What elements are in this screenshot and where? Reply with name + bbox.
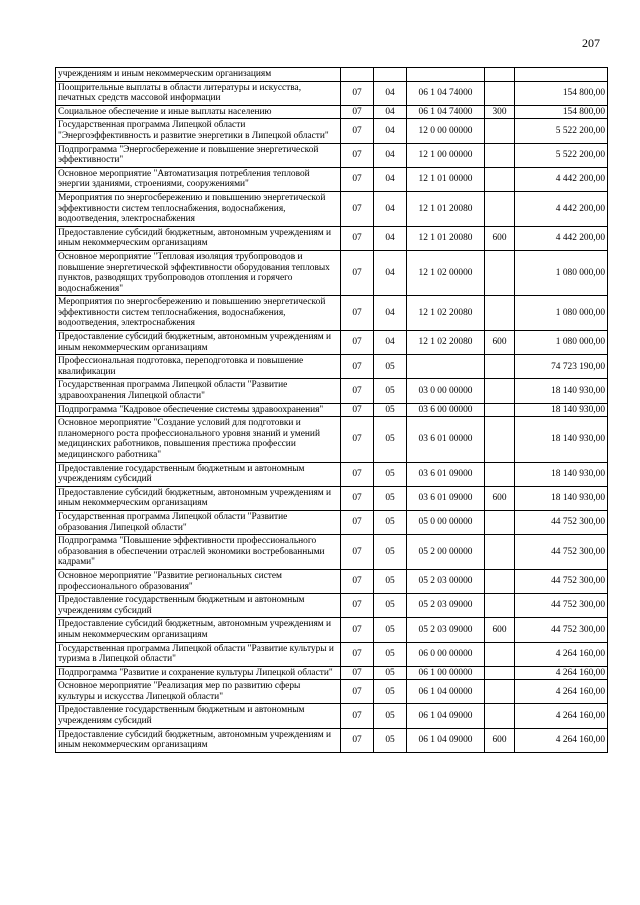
row-name-cell: Профессиональная подготовка, переподготовка и повышение квалификации (56, 355, 341, 379)
subsection-code-cell: 05 (374, 728, 407, 752)
table-row (56, 680, 608, 704)
amount-cell: 4 264 160,00 (515, 704, 608, 728)
amount-cell: 44 752 300,00 (515, 569, 608, 593)
subsection-code-cell: 04 (374, 191, 407, 226)
table-row (56, 355, 608, 379)
expense-type-cell: 600 (485, 728, 515, 752)
expense-type-cell (485, 510, 515, 534)
amount-cell: 74 723 190,00 (515, 355, 608, 379)
row-name-cell: Основное мероприятие "Тепловая изоляция трубопроводов и повышение энергетической эффективности оборудования тепловых пунктов, разводящих трубопроводов отопления и горячего водоснабжения" (56, 250, 341, 295)
section-code-cell: 07 (341, 728, 374, 752)
table-row (56, 417, 608, 462)
section-code-cell: 07 (341, 105, 374, 119)
amount-cell: 4 264 160,00 (515, 642, 608, 666)
target-article-cell: 05 2 03 09000 (407, 618, 485, 642)
subsection-code-cell: 05 (374, 486, 407, 510)
row-name-cell: Предоставление субсидий бюджетным, автономным учреждениям и иным некоммерческим организациям (56, 226, 341, 250)
table-row (56, 296, 608, 331)
subsection-code-cell: 05 (374, 355, 407, 379)
table-row (56, 704, 608, 728)
row-name-cell: Основное мероприятие "Создание условий для подготовки и планомерного роста профессионального уровня знаний и умений медицинских работников, повышения престижа профессии медицинского работника" (56, 417, 341, 462)
subsection-code-cell: 05 (374, 403, 407, 417)
table-row (56, 81, 608, 105)
target-article-cell: 12 1 02 20080 (407, 296, 485, 331)
target-article-cell: 12 1 00 00000 (407, 143, 485, 167)
subsection-code-cell (374, 68, 407, 82)
table-row (56, 569, 608, 593)
section-code-cell: 07 (341, 535, 374, 570)
table-row (56, 535, 608, 570)
section-code-cell: 07 (341, 569, 374, 593)
table-row (56, 666, 608, 680)
row-name-cell: Государственная программа Липецкой области "Развитие культуры и туризма в Липецкой области" (56, 642, 341, 666)
amount-cell: 44 752 300,00 (515, 510, 608, 534)
expense-type-cell: 300 (485, 105, 515, 119)
row-name-cell: Государственная программа Липецкой области "Развитие здравоохранения Липецкой области" (56, 379, 341, 403)
target-article-cell: 06 1 04 09000 (407, 728, 485, 752)
section-code-cell: 07 (341, 226, 374, 250)
expense-type-cell (485, 535, 515, 570)
amount-cell: 18 140 930,00 (515, 417, 608, 462)
target-article-cell: 03 6 01 00000 (407, 417, 485, 462)
expense-type-cell (485, 296, 515, 331)
subsection-code-cell: 05 (374, 535, 407, 570)
row-name-cell: учреждениям и иным некоммерческим организациям (56, 68, 341, 82)
table-row (56, 191, 608, 226)
table-row (56, 594, 608, 618)
row-name-cell: Основное мероприятие "Развитие региональных систем профессионального образования" (56, 569, 341, 593)
section-code-cell: 07 (341, 119, 374, 143)
section-code-cell: 07 (341, 143, 374, 167)
subsection-code-cell: 05 (374, 618, 407, 642)
section-code-cell: 07 (341, 594, 374, 618)
subsection-code-cell: 05 (374, 680, 407, 704)
section-code-cell: 07 (341, 704, 374, 728)
row-name-cell: Предоставление государственным бюджетным и автономным учреждениям субсидий (56, 594, 341, 618)
subsection-code-cell: 05 (374, 462, 407, 486)
amount-cell: 4 264 160,00 (515, 680, 608, 704)
target-article-cell: 05 2 03 09000 (407, 594, 485, 618)
expense-type-cell (485, 594, 515, 618)
row-name-cell: Предоставление субсидий бюджетным, автономным учреждениям и иным некоммерческим организациям (56, 618, 341, 642)
subsection-code-cell: 05 (374, 666, 407, 680)
section-code-cell: 07 (341, 250, 374, 295)
amount-cell: 18 140 930,00 (515, 379, 608, 403)
section-code-cell: 07 (341, 191, 374, 226)
subsection-code-cell: 04 (374, 250, 407, 295)
table-row (56, 143, 608, 167)
expense-type-cell (485, 119, 515, 143)
page-number: 207 (582, 36, 600, 50)
target-article-cell (407, 355, 485, 379)
row-name-cell: Мероприятия по энергосбережению и повышению энергетической эффективности систем теплоснабжения, водоснабжения, водоотведения, электроснабжения (56, 191, 341, 226)
target-article-cell: 06 0 00 00000 (407, 642, 485, 666)
target-article-cell: 12 0 00 00000 (407, 119, 485, 143)
subsection-code-cell: 05 (374, 594, 407, 618)
row-name-cell: Предоставление государственным бюджетным и автономным учреждениям субсидий (56, 704, 341, 728)
section-code-cell: 07 (341, 417, 374, 462)
row-name-cell: Государственная программа Липецкой области "Развитие образования Липецкой области" (56, 510, 341, 534)
row-name-cell: Социальное обеспечение и иные выплаты населению (56, 105, 341, 119)
amount-cell: 5 522 200,00 (515, 119, 608, 143)
target-article-cell: 06 1 00 00000 (407, 666, 485, 680)
subsection-code-cell: 05 (374, 642, 407, 666)
amount-cell: 154 800,00 (515, 105, 608, 119)
row-name-cell: Основное мероприятие "Автоматизация потребления тепловой энергии зданиями, строениями, сооружениями" (56, 167, 341, 191)
amount-cell (515, 68, 608, 82)
row-name-cell: Предоставление государственным бюджетным и автономным учреждениям субсидий (56, 462, 341, 486)
amount-cell: 5 522 200,00 (515, 143, 608, 167)
amount-cell: 154 800,00 (515, 81, 608, 105)
amount-cell: 4 442 200,00 (515, 167, 608, 191)
expense-type-cell (485, 680, 515, 704)
row-name-cell: Предоставление субсидий бюджетным, автономным учреждениям и иным некоммерческим организациям (56, 728, 341, 752)
subsection-code-cell: 05 (374, 569, 407, 593)
section-code-cell: 07 (341, 642, 374, 666)
amount-cell: 18 140 930,00 (515, 403, 608, 417)
subsection-code-cell: 04 (374, 296, 407, 331)
section-code-cell: 07 (341, 462, 374, 486)
expense-type-cell (485, 462, 515, 486)
budget-table (55, 67, 608, 753)
subsection-code-cell: 04 (374, 167, 407, 191)
amount-cell: 18 140 930,00 (515, 462, 608, 486)
expense-type-cell (485, 191, 515, 226)
section-code-cell: 07 (341, 167, 374, 191)
target-article-cell: 12 1 01 20080 (407, 226, 485, 250)
amount-cell: 4 264 160,00 (515, 728, 608, 752)
target-article-cell: 03 6 01 09000 (407, 462, 485, 486)
table-row (56, 331, 608, 355)
section-code-cell (341, 68, 374, 82)
amount-cell: 4 442 200,00 (515, 191, 608, 226)
row-name-cell: Поощрительные выплаты в области литературы и искусства, печатных средств массовой информации (56, 81, 341, 105)
amount-cell: 1 080 000,00 (515, 331, 608, 355)
amount-cell: 44 752 300,00 (515, 535, 608, 570)
amount-cell: 4 264 160,00 (515, 666, 608, 680)
amount-cell: 1 080 000,00 (515, 296, 608, 331)
target-article-cell: 03 6 01 09000 (407, 486, 485, 510)
target-article-cell: 12 1 02 20080 (407, 331, 485, 355)
expense-type-cell (485, 704, 515, 728)
subsection-code-cell: 04 (374, 119, 407, 143)
subsection-code-cell: 04 (374, 331, 407, 355)
target-article-cell: 06 1 04 00000 (407, 680, 485, 704)
subsection-code-cell: 05 (374, 510, 407, 534)
target-article-cell: 05 2 03 00000 (407, 569, 485, 593)
section-code-cell: 07 (341, 680, 374, 704)
section-code-cell: 07 (341, 403, 374, 417)
subsection-code-cell: 05 (374, 417, 407, 462)
table-row (56, 618, 608, 642)
target-article-cell: 05 2 00 00000 (407, 535, 485, 570)
section-code-cell: 07 (341, 379, 374, 403)
expense-type-cell: 600 (485, 331, 515, 355)
expense-type-cell (485, 417, 515, 462)
amount-cell: 44 752 300,00 (515, 618, 608, 642)
table-row (56, 728, 608, 752)
target-article-cell: 05 0 00 00000 (407, 510, 485, 534)
target-article-cell: 12 1 02 00000 (407, 250, 485, 295)
target-article-cell: 06 1 04 74000 (407, 81, 485, 105)
expense-type-cell (485, 403, 515, 417)
table-row (56, 642, 608, 666)
section-code-cell: 07 (341, 81, 374, 105)
expense-type-cell (485, 355, 515, 379)
row-name-cell: Подпрограмма "Повышение эффективности профессионального образования в обеспечении отраслей экономики востребованными кадрами" (56, 535, 341, 570)
expense-type-cell (485, 81, 515, 105)
expense-type-cell (485, 569, 515, 593)
subsection-code-cell: 05 (374, 704, 407, 728)
subsection-code-cell: 04 (374, 226, 407, 250)
expense-type-cell: 600 (485, 618, 515, 642)
table-row (56, 119, 608, 143)
section-code-cell: 07 (341, 510, 374, 534)
table-row (56, 403, 608, 417)
target-article-cell: 03 0 00 00000 (407, 379, 485, 403)
row-name-cell: Подпрограмма "Кадровое обеспечение системы здравоохранения" (56, 403, 341, 417)
expense-type-cell (485, 379, 515, 403)
expense-type-cell (485, 68, 515, 82)
target-article-cell: 12 1 01 20080 (407, 191, 485, 226)
table-row (56, 250, 608, 295)
row-name-cell: Предоставление субсидий бюджетным, автономным учреждениям и иным некоммерческим организациям (56, 331, 341, 355)
amount-cell: 1 080 000,00 (515, 250, 608, 295)
section-code-cell: 07 (341, 618, 374, 642)
table-row (56, 462, 608, 486)
table-row (56, 68, 608, 82)
row-name-cell: Мероприятия по энергосбережению и повышению энергетической эффективности систем теплоснабжения, водоснабжения, водоотведения, электроснабжения (56, 296, 341, 331)
amount-cell: 18 140 930,00 (515, 486, 608, 510)
amount-cell: 44 752 300,00 (515, 594, 608, 618)
expense-type-cell: 600 (485, 486, 515, 510)
row-name-cell: Государственная программа Липецкой области "Энергоэффективность и развитие энергетики в Липецкой области" (56, 119, 341, 143)
expense-type-cell: 600 (485, 226, 515, 250)
expense-type-cell (485, 666, 515, 680)
table-row (56, 167, 608, 191)
subsection-code-cell: 04 (374, 81, 407, 105)
section-code-cell: 07 (341, 666, 374, 680)
table-row (56, 226, 608, 250)
amount-cell: 4 442 200,00 (515, 226, 608, 250)
table-row (56, 486, 608, 510)
target-article-cell: 12 1 01 00000 (407, 167, 485, 191)
section-code-cell: 07 (341, 486, 374, 510)
row-name-cell: Подпрограмма "Развитие и сохранение культуры Липецкой области" (56, 666, 341, 680)
row-name-cell: Подпрограмма "Энергосбережение и повышение энергетической эффективности" (56, 143, 341, 167)
row-name-cell: Предоставление субсидий бюджетным, автономным учреждениям и иным некоммерческим организациям (56, 486, 341, 510)
row-name-cell: Основное мероприятие "Реализация мер по развитию сферы культуры и искусства Липецкой области" (56, 680, 341, 704)
subsection-code-cell: 04 (374, 143, 407, 167)
expense-type-cell (485, 167, 515, 191)
section-code-cell: 07 (341, 355, 374, 379)
table-row (56, 105, 608, 119)
target-article-cell: 03 6 00 00000 (407, 403, 485, 417)
target-article-cell (407, 68, 485, 82)
expense-type-cell (485, 250, 515, 295)
table-row (56, 510, 608, 534)
section-code-cell: 07 (341, 296, 374, 331)
target-article-cell: 06 1 04 74000 (407, 105, 485, 119)
section-code-cell: 07 (341, 331, 374, 355)
expense-type-cell (485, 143, 515, 167)
table-row (56, 379, 608, 403)
table-body (56, 68, 608, 753)
subsection-code-cell: 04 (374, 105, 407, 119)
target-article-cell: 06 1 04 09000 (407, 704, 485, 728)
subsection-code-cell: 05 (374, 379, 407, 403)
expense-type-cell (485, 642, 515, 666)
